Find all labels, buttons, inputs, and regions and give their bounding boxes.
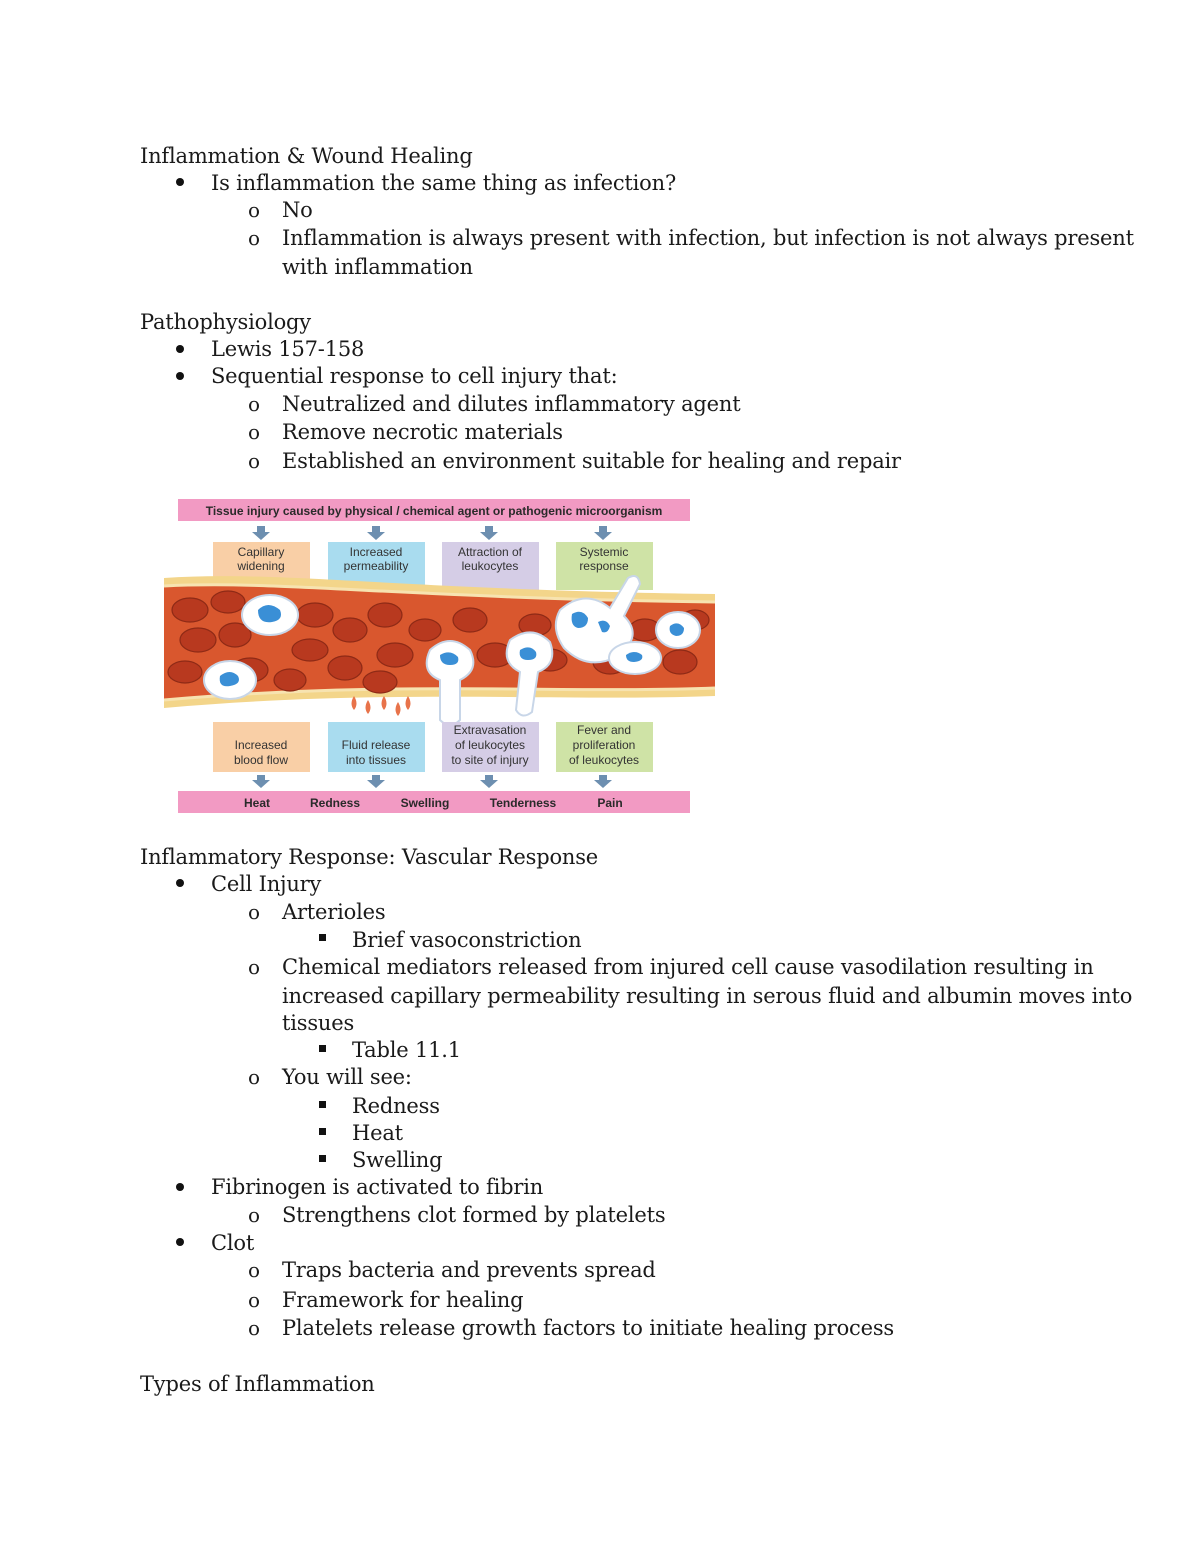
- bullet-o: o: [248, 955, 261, 979]
- bullet-square: [319, 1045, 326, 1052]
- list-item: You will see:: [282, 1065, 412, 1089]
- box-label: into tissues: [345, 753, 407, 767]
- list-item: Lewis 157-158: [211, 337, 365, 361]
- box-label: to site of injury: [451, 753, 529, 767]
- bullet-dot: [176, 879, 184, 887]
- fluid-drops: [352, 696, 411, 716]
- bullet-square: [319, 1101, 326, 1108]
- box-label: Fluid release: [341, 738, 411, 752]
- list-item: Neutralized and dilutes inflammatory agent: [282, 392, 741, 416]
- bullet-o: o: [248, 226, 261, 250]
- list-item: Remove necrotic materials: [282, 420, 563, 444]
- list-item: Framework for healing: [282, 1288, 524, 1312]
- box-label: of leukocytes: [568, 753, 640, 767]
- list-item: Traps bacteria and prevents spread: [282, 1258, 656, 1282]
- bullet-o: o: [248, 900, 261, 924]
- bullet-o: o: [248, 392, 261, 416]
- bullet-o: o: [248, 420, 261, 444]
- list-item: Sequential response to cell injury that:: [211, 364, 618, 388]
- list-item-continuation: increased capillary permeability resulting in serous fluid and albumin moves into: [282, 984, 1133, 1008]
- sign-label: Pain: [597, 796, 623, 810]
- box-label: of leukocytes: [454, 738, 526, 752]
- section-heading-pathophysiology: Pathophysiology: [140, 310, 311, 334]
- bullet-square: [319, 1128, 326, 1135]
- list-item: Brief vasoconstriction: [352, 928, 582, 952]
- bullet-dot: [176, 372, 184, 380]
- box-label: response: [579, 559, 629, 573]
- bullet-o: o: [248, 1258, 261, 1282]
- box-label: Increased: [234, 738, 288, 752]
- list-item: No: [282, 198, 313, 222]
- list-item: Swelling: [352, 1148, 443, 1172]
- list-item: Fibrinogen is activated to fibrin: [211, 1175, 544, 1199]
- box-label: permeability: [343, 559, 409, 573]
- bullet-dot: [176, 1238, 184, 1246]
- list-item: Clot: [211, 1231, 255, 1255]
- box-label: proliferation: [572, 738, 636, 752]
- box-label: Attraction of: [457, 545, 523, 559]
- bullet-square: [319, 1155, 326, 1162]
- bullet-o: o: [248, 1316, 261, 1340]
- box-label: blood flow: [233, 753, 289, 767]
- list-item-continuation: with inflammation: [282, 255, 473, 279]
- list-item: Established an environment suitable for healing and repair: [282, 449, 901, 473]
- list-item: Table 11.1: [352, 1038, 461, 1062]
- bullet-dot: [176, 1183, 184, 1191]
- bullet-dot: [176, 178, 184, 186]
- list-item: Strengthens clot formed by platelets: [282, 1203, 666, 1227]
- list-item: Arterioles: [282, 900, 386, 924]
- bullet-o: o: [248, 1288, 261, 1312]
- list-item: Cell Injury: [211, 872, 322, 896]
- box-label: widening: [237, 559, 285, 573]
- inflammation-diagram-svg: [140, 490, 730, 830]
- list-item: Is inflammation the same thing as infection?: [211, 171, 677, 195]
- list-item: Heat: [352, 1121, 403, 1145]
- section-heading-types: Types of Inflammation: [140, 1372, 375, 1396]
- box-label: Capillary: [237, 545, 285, 559]
- sign-label: Redness: [309, 796, 361, 810]
- box-label: Fever and: [576, 723, 632, 737]
- bullet-o: o: [248, 449, 261, 473]
- sign-label: Swelling: [400, 796, 450, 810]
- box-label: Systemic: [579, 545, 629, 559]
- bullet-o: o: [248, 1203, 261, 1227]
- box-label: Increased: [349, 545, 403, 559]
- list-item: Redness: [352, 1094, 440, 1118]
- top-banner-text: Tissue injury caused by physical / chemical agent or pathogenic microorganism: [205, 504, 663, 518]
- box-label: leukocytes: [461, 559, 519, 573]
- bullet-dot: [176, 345, 184, 353]
- list-item: Chemical mediators released from injured cell cause vasodilation resulting in: [282, 955, 1094, 979]
- bullet-o: o: [248, 1065, 261, 1089]
- section-heading-inflammation: Inflammation & Wound Healing: [140, 144, 473, 168]
- bullet-o: o: [248, 198, 261, 222]
- list-item: Platelets release growth factors to initiate healing process: [282, 1316, 894, 1340]
- down-arrows-bottom: [252, 775, 612, 788]
- sign-label: Heat: [243, 796, 271, 810]
- section-heading-vascular: Inflammatory Response: Vascular Response: [140, 845, 599, 869]
- list-item: Inflammation is always present with infection, but infection is not always present: [282, 226, 1134, 250]
- bullet-square: [319, 934, 326, 941]
- sign-label: Tenderness: [489, 796, 557, 810]
- inflammation-diagram: [140, 490, 730, 830]
- down-arrows-top: [252, 526, 612, 540]
- list-item-continuation: tissues: [282, 1011, 355, 1035]
- box-label: Extravasation: [453, 723, 527, 737]
